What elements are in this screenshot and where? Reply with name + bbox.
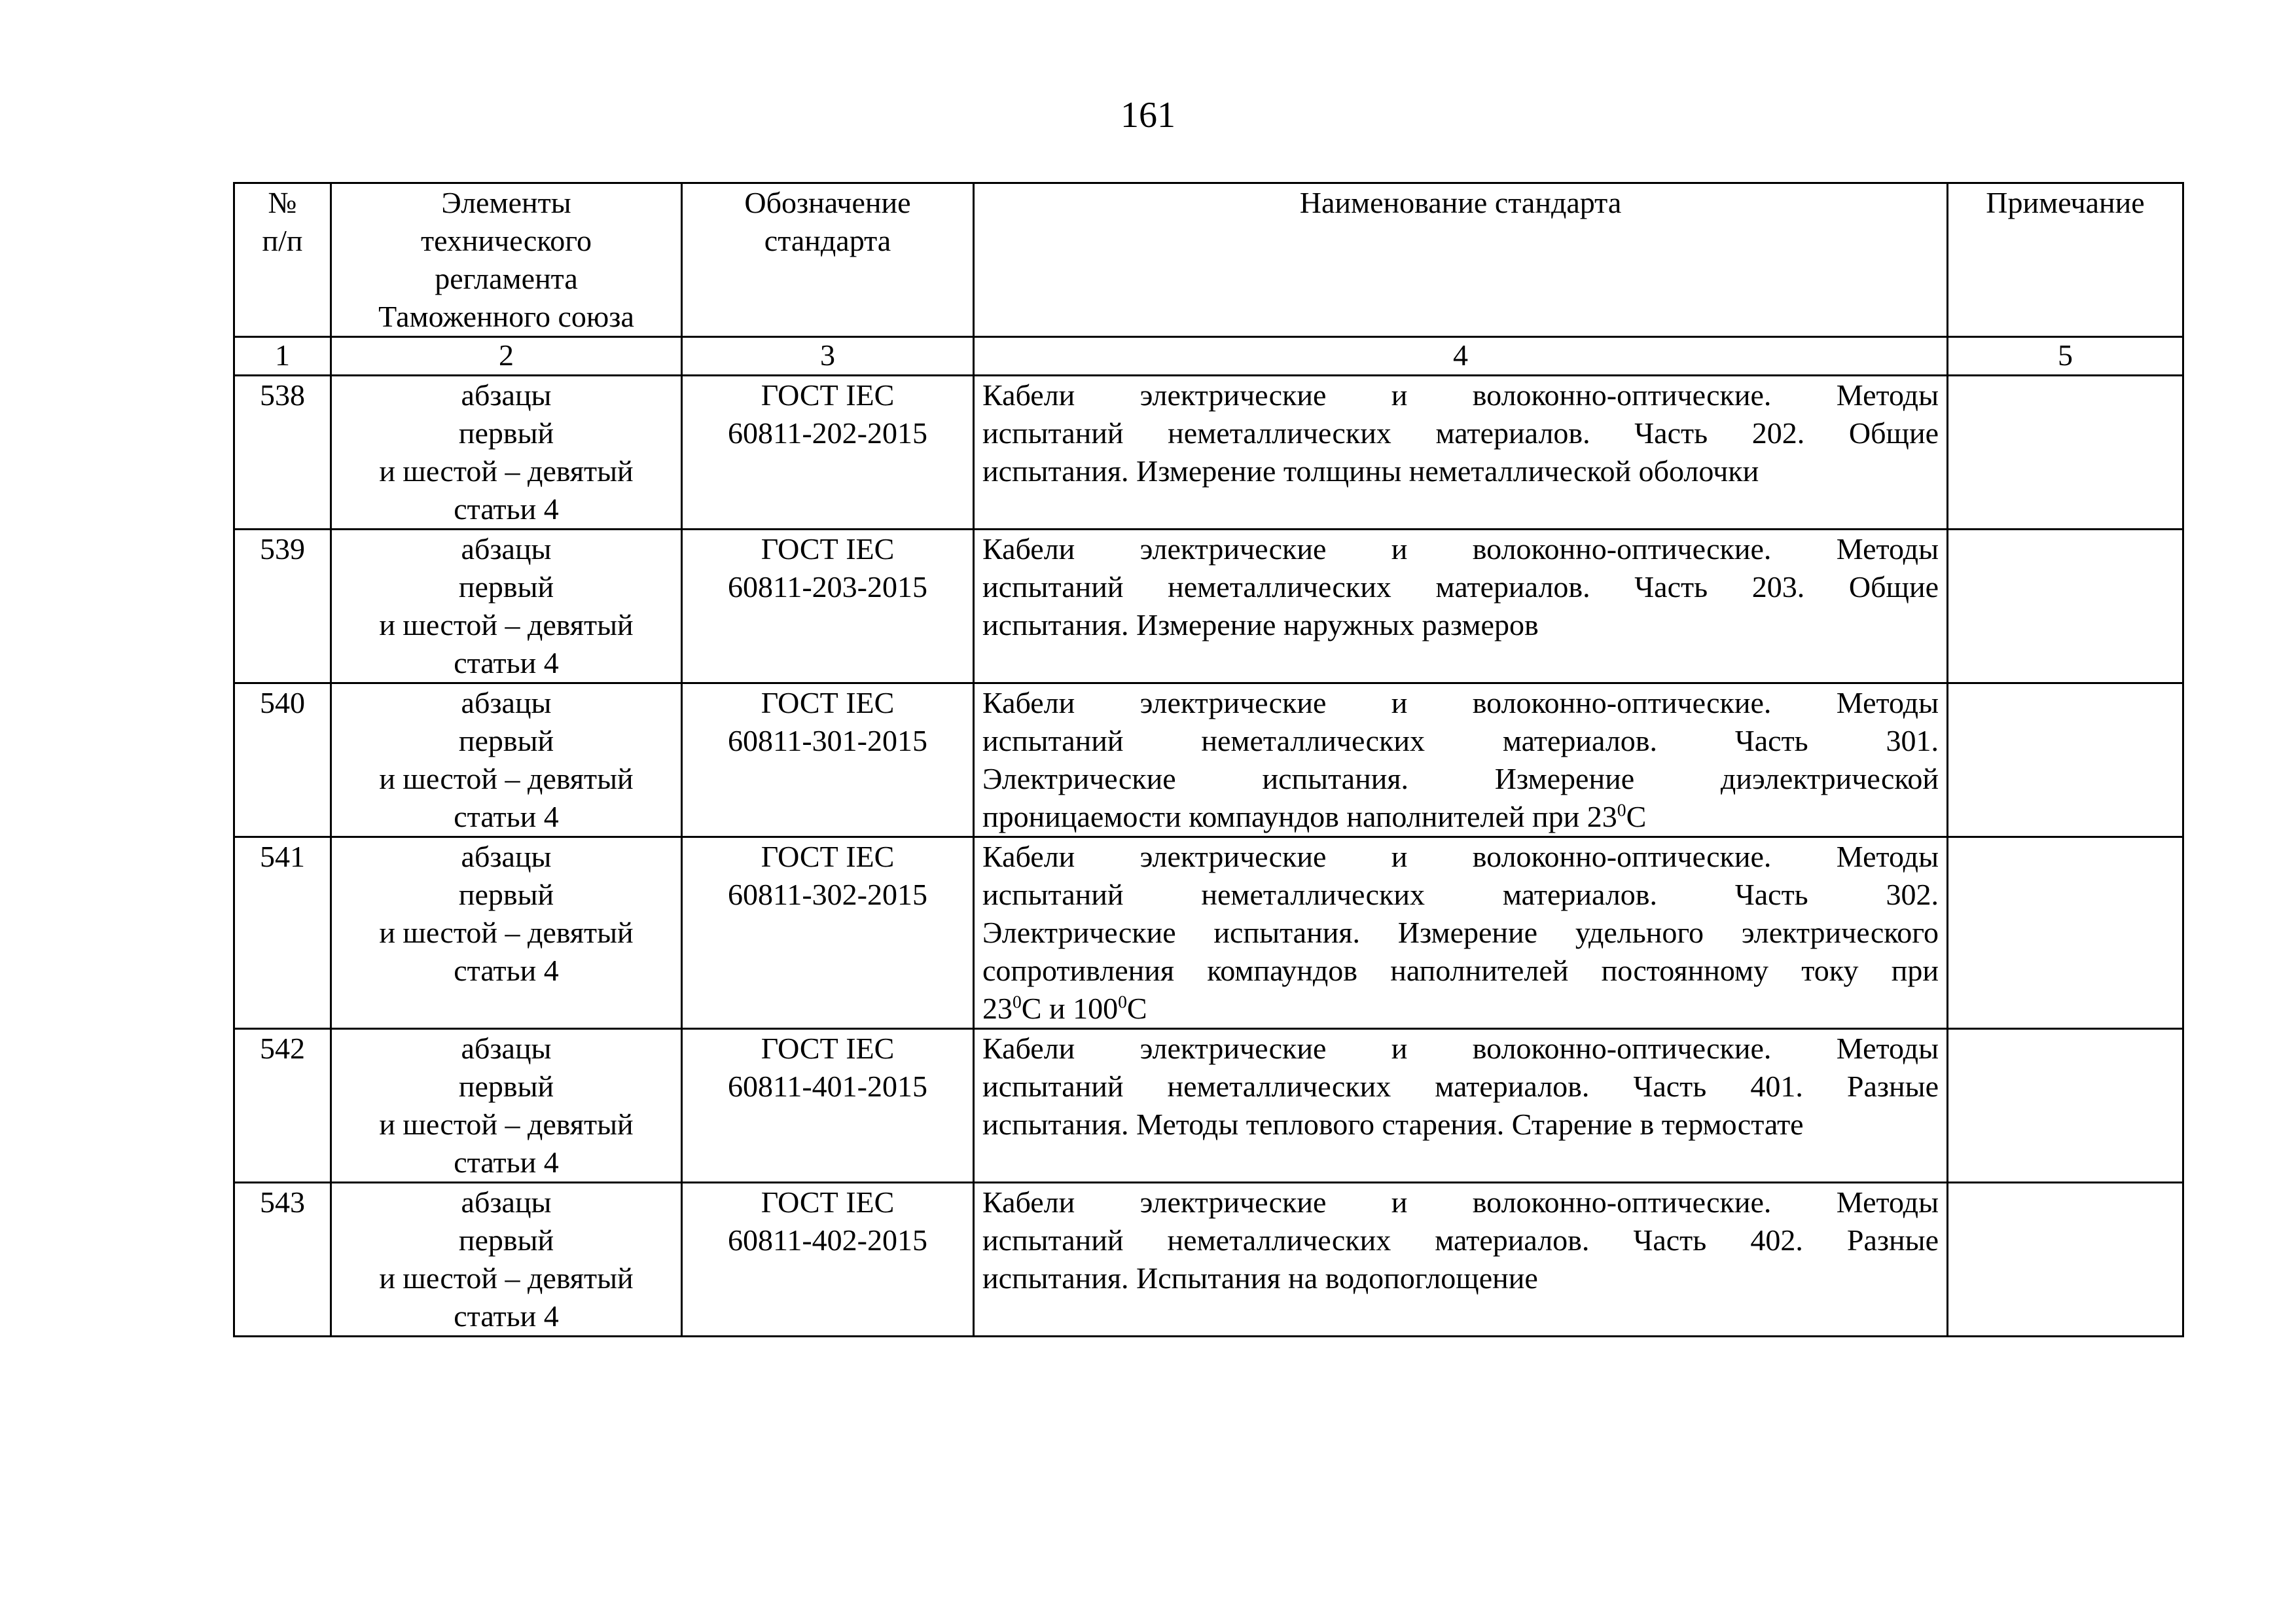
row-standard-name: [974, 683, 1948, 837]
row-name-line-last: [982, 798, 1939, 836]
row-elements-line: статьи 4: [454, 954, 559, 987]
degree-superscript: 0: [1617, 799, 1626, 820]
row-name-line: испытаний неметаллических материалов. Часть 402. Разные: [982, 1223, 1939, 1257]
column-index: 5: [1948, 337, 2183, 376]
row-designation: [682, 530, 974, 683]
row-designation: [682, 1029, 974, 1183]
row-designation-line: 60811-203-2015: [728, 570, 927, 604]
column-index: 2: [331, 337, 682, 376]
row-name-text: С: [1626, 800, 1647, 833]
row-name-text: С: [1126, 992, 1147, 1025]
row-name-line: Электрические испытания. Измерение удельного электрического: [982, 916, 1939, 949]
row-note: [1948, 376, 2183, 530]
header-elements-line: технического: [421, 224, 592, 257]
row-name-line: испытания. Испытания на водопоглощение: [982, 1261, 1538, 1295]
row-elements-line: и шестой – девятый: [379, 454, 634, 488]
table-row: [234, 530, 2183, 683]
row-elements-line: первый: [458, 416, 554, 450]
row-name-line: испытаний неметаллических материалов. Часть 301.: [982, 724, 1939, 757]
row-name-text: С и 100: [1021, 992, 1119, 1025]
row-elements-line: абзацы: [461, 1185, 552, 1219]
row-elements-line: абзацы: [461, 378, 552, 412]
header-elements-line: регламента: [435, 262, 578, 295]
row-elements-line: статьи 4: [454, 646, 559, 679]
row-standard-name: [974, 530, 1948, 683]
table-row: [234, 1183, 2183, 1337]
row-name-line: Кабели электрические и волоконно-оптические. Методы: [982, 840, 1939, 873]
row-name-line: испытаний неметаллических материалов. Часть 202. Общие: [982, 416, 1939, 450]
row-number: 541: [234, 837, 331, 1029]
header-elements-line: Таможенного союза: [378, 300, 634, 333]
row-elements: [331, 530, 682, 683]
row-number: 542: [234, 1029, 331, 1183]
row-designation: [682, 1183, 974, 1337]
row-elements-line: статьи 4: [454, 492, 559, 526]
row-designation-line: 60811-302-2015: [728, 878, 927, 911]
row-number: 539: [234, 530, 331, 683]
row-designation-line: 60811-401-2015: [728, 1070, 927, 1103]
standards-table: [233, 182, 2184, 1337]
row-elements: [331, 1183, 682, 1337]
row-elements-line: и шестой – девятый: [379, 1108, 634, 1141]
page-number: 161: [1121, 95, 1175, 135]
row-elements: [331, 376, 682, 530]
row-designation-line: ГОСТ IEC: [761, 840, 895, 873]
row-elements-line: абзацы: [461, 840, 552, 873]
row-designation-line: ГОСТ IEC: [761, 1185, 895, 1219]
row-elements-line: абзацы: [461, 532, 552, 566]
table-row: [234, 1029, 2183, 1183]
row-name-line: Кабели электрические и волоконно-оптические. Методы: [982, 532, 1939, 566]
header-num: [234, 183, 331, 337]
row-name-line: Электрические испытания. Измерение диэлектрической: [982, 762, 1939, 795]
row-elements-line: абзацы: [461, 1032, 552, 1065]
row-name-line: Кабели электрические и волоконно-оптические. Методы: [982, 686, 1939, 719]
column-index-row: [234, 337, 2183, 376]
row-designation-line: 60811-402-2015: [728, 1223, 927, 1257]
row-elements-line: первый: [458, 878, 554, 911]
header-elements-line: Элементы: [441, 186, 571, 219]
row-designation-line: ГОСТ IEC: [761, 686, 895, 719]
row-elements-line: абзацы: [461, 686, 552, 719]
row-designation: [682, 683, 974, 837]
row-elements-line: первый: [458, 570, 554, 604]
row-elements-line: статьи 4: [454, 800, 559, 833]
row-designation-line: 60811-202-2015: [728, 416, 927, 450]
column-index: 3: [682, 337, 974, 376]
row-elements-line: и шестой – девятый: [379, 608, 634, 641]
row-note: [1948, 1183, 2183, 1337]
row-standard-name: [974, 1183, 1948, 1337]
row-note: [1948, 837, 2183, 1029]
row-name-text: проницаемости компаундов наполнителей при 23: [982, 800, 1617, 833]
row-name-text: 23: [982, 992, 1013, 1025]
header-name: [974, 183, 1948, 337]
row-name-line: Кабели электрические и волоконно-оптические. Методы: [982, 1032, 1939, 1065]
row-name-line: Кабели электрические и волоконно-оптические. Методы: [982, 378, 1939, 412]
header-num-line: п/п: [262, 224, 303, 257]
row-elements-line: и шестой – девятый: [379, 916, 634, 949]
table-header-row: [234, 183, 2183, 337]
row-name-line: испытания. Измерение толщины неметаллической оболочки: [982, 454, 1759, 488]
row-name-line: испытаний неметаллических материалов. Часть 401. Разные: [982, 1070, 1939, 1103]
row-name-line: испытаний неметаллических материалов. Часть 302.: [982, 878, 1939, 911]
row-designation-line: 60811-301-2015: [728, 724, 927, 757]
table-row: [234, 376, 2183, 530]
row-designation-line: ГОСТ IEC: [761, 378, 895, 412]
table-row: [234, 837, 2183, 1029]
row-name-line: сопротивления компаундов наполнителей постоянному току при: [982, 954, 1939, 987]
row-name-line: испытаний неметаллических материалов. Часть 203. Общие: [982, 570, 1939, 604]
header-note: [1948, 183, 2183, 337]
row-note: [1948, 1029, 2183, 1183]
header-note-line: Примечание: [1986, 186, 2145, 219]
row-name-line: Кабели электрические и волоконно-оптические. Методы: [982, 1185, 1939, 1219]
column-index: 1: [234, 337, 331, 376]
row-elements: [331, 837, 682, 1029]
row-elements-line: и шестой – девятый: [379, 762, 634, 795]
column-index: 4: [974, 337, 1948, 376]
row-number: 538: [234, 376, 331, 530]
header-num-line: №: [268, 186, 297, 219]
row-standard-name: [974, 837, 1948, 1029]
row-elements-line: и шестой – девятый: [379, 1261, 634, 1295]
row-number: 540: [234, 683, 331, 837]
row-elements: [331, 1029, 682, 1183]
row-elements-line: статьи 4: [454, 1146, 559, 1179]
row-elements-line: первый: [458, 1223, 554, 1257]
row-designation-line: ГОСТ IEC: [761, 532, 895, 566]
row-note: [1948, 530, 2183, 683]
degree-superscript: 0: [1118, 991, 1127, 1012]
row-elements-line: первый: [458, 724, 554, 757]
degree-superscript: 0: [1013, 991, 1022, 1012]
row-name-line: испытания. Измерение наружных размеров: [982, 608, 1539, 641]
row-designation: [682, 376, 974, 530]
row-elements-line: статьи 4: [454, 1299, 559, 1333]
row-designation-line: ГОСТ IEC: [761, 1032, 895, 1065]
header-name-line: Наименование стандарта: [1299, 186, 1622, 219]
header-designation-line: стандарта: [764, 224, 891, 257]
row-standard-name: [974, 1029, 1948, 1183]
row-standard-name: [974, 376, 1948, 530]
header-elements: [331, 183, 682, 337]
table-row: [234, 683, 2183, 837]
row-elements-line: первый: [458, 1070, 554, 1103]
row-designation: [682, 837, 974, 1029]
row-name-line: испытания. Методы теплового старения. Старение в термостате: [982, 1108, 1804, 1141]
row-elements: [331, 683, 682, 837]
header-designation: [682, 183, 974, 337]
row-name-line-last: [982, 990, 1939, 1028]
row-number: 543: [234, 1183, 331, 1337]
header-designation-line: Обозначение: [744, 186, 911, 219]
row-note: [1948, 683, 2183, 837]
